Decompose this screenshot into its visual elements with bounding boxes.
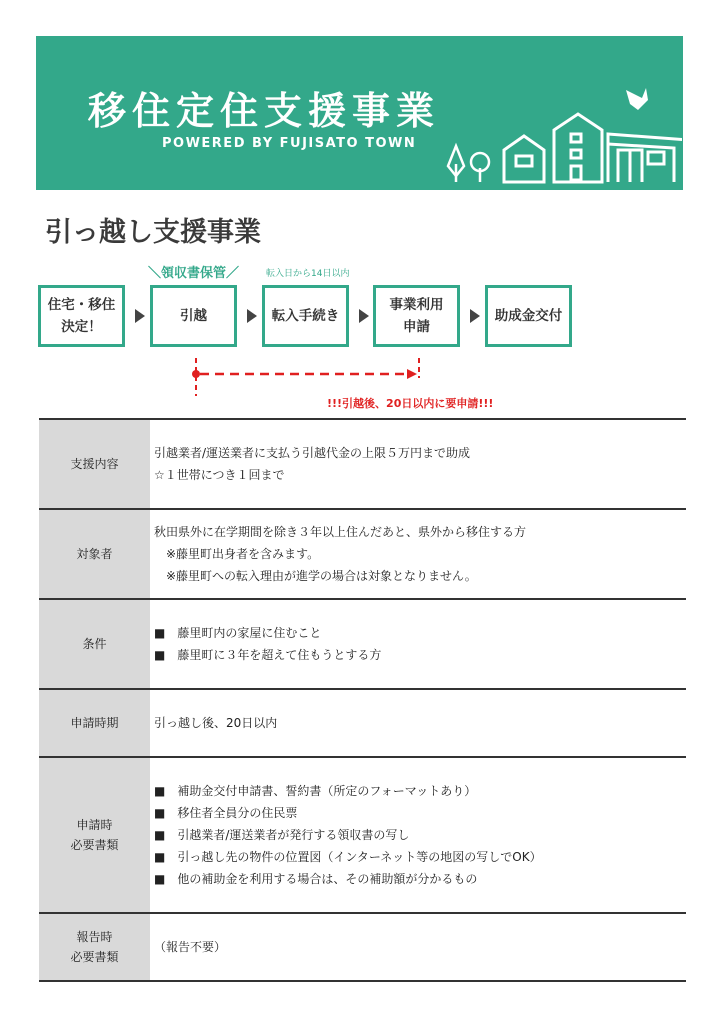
row-line: ■ 藤里町に３年を超えて住もうとする方 [154,648,382,662]
row-line: （報告不要） [154,940,227,954]
flow-step-application: 事業利用 申請 [373,285,460,347]
flow-arrow-icon [135,309,145,323]
row-line: ■ 引っ越し先の物件の位置図（インターネット等の地図の写しでOK） [154,850,542,864]
flow-arrow-icon [470,309,480,323]
row-support-content [39,418,686,508]
flow-step-grant: 助成金交付 [485,285,572,347]
page-title: 引っ越し支援事業 [45,217,261,248]
row-label: 報告時 必要書類 [39,914,150,980]
flow-arrow-icon [359,309,369,323]
row-label: 支援内容 [39,420,150,508]
row-line: ☆１世帯につき１回まで [154,468,285,482]
row-label: 条件 [39,600,150,688]
row-content [154,758,680,912]
flow-step-moving: 引越 [150,285,237,347]
receipt-note: ＼領収書保管／ [148,266,240,281]
row-line: ※藤里町への転入理由が進学の場合は対象となりません。 [154,569,477,583]
row-application-documents [39,756,686,912]
row-line: 秋田県外に在学期間を除き３年以上住んだあと、県外から移住する方 [154,525,527,539]
row-content [154,690,680,756]
moving-days-note: 転入日から14日以内 [266,269,350,279]
row-application-period [39,688,686,756]
row-label: 対象者 [39,510,150,598]
row-line: ■ 移住者全員分の住民票 [154,806,298,820]
row-label: 申請時期 [39,690,150,756]
row-line: 引越業者/運送業者に支払う引越代金の上限５万円まで助成 [154,446,471,460]
row-line: ■ 他の補助金を利用する場合は、その補助額が分かるもの [154,872,478,886]
row-line: 引っ越し後、20日以内 [154,716,278,730]
row-line: ■ 引越業者/運送業者が発行する領収書の写し [154,828,410,842]
row-line: ※藤里町出身者を含みます。 [154,547,320,561]
shop-icon [608,134,682,182]
row-line: ■ 藤里町内の家屋に住むこと [154,626,322,640]
row-line: ■ 補助金交付申請書、誓約書（所定のフォーマットあり） [154,784,477,798]
row-content [154,420,680,508]
flow-step-decision: 住宅・移住 決定！ [38,285,125,347]
table-bottom-border [39,980,686,982]
town-illustration [442,78,682,184]
flow-arrow-icon [247,309,257,323]
row-content [154,600,680,688]
row-label: 申請時 必要書類 [39,758,150,912]
bird-icon [626,88,648,110]
row-content [154,914,680,980]
flow-step-registration: 転入手続き [262,285,349,347]
row-conditions [39,598,686,688]
deadline-note: !!!引越後、20日以内に要申請!!! [327,397,494,410]
house-icon [504,136,544,182]
tall-house-icon [554,114,602,182]
banner-title: 移住定住支援事業 [88,89,441,133]
row-content [154,510,680,598]
header-banner [36,36,683,190]
row-eligible-persons [39,508,686,598]
tree-icon [448,146,489,182]
banner-subtitle: POWERED BY FUJISATO TOWN [162,136,417,151]
row-report-documents [39,912,686,980]
deadline-timeline [185,358,435,398]
